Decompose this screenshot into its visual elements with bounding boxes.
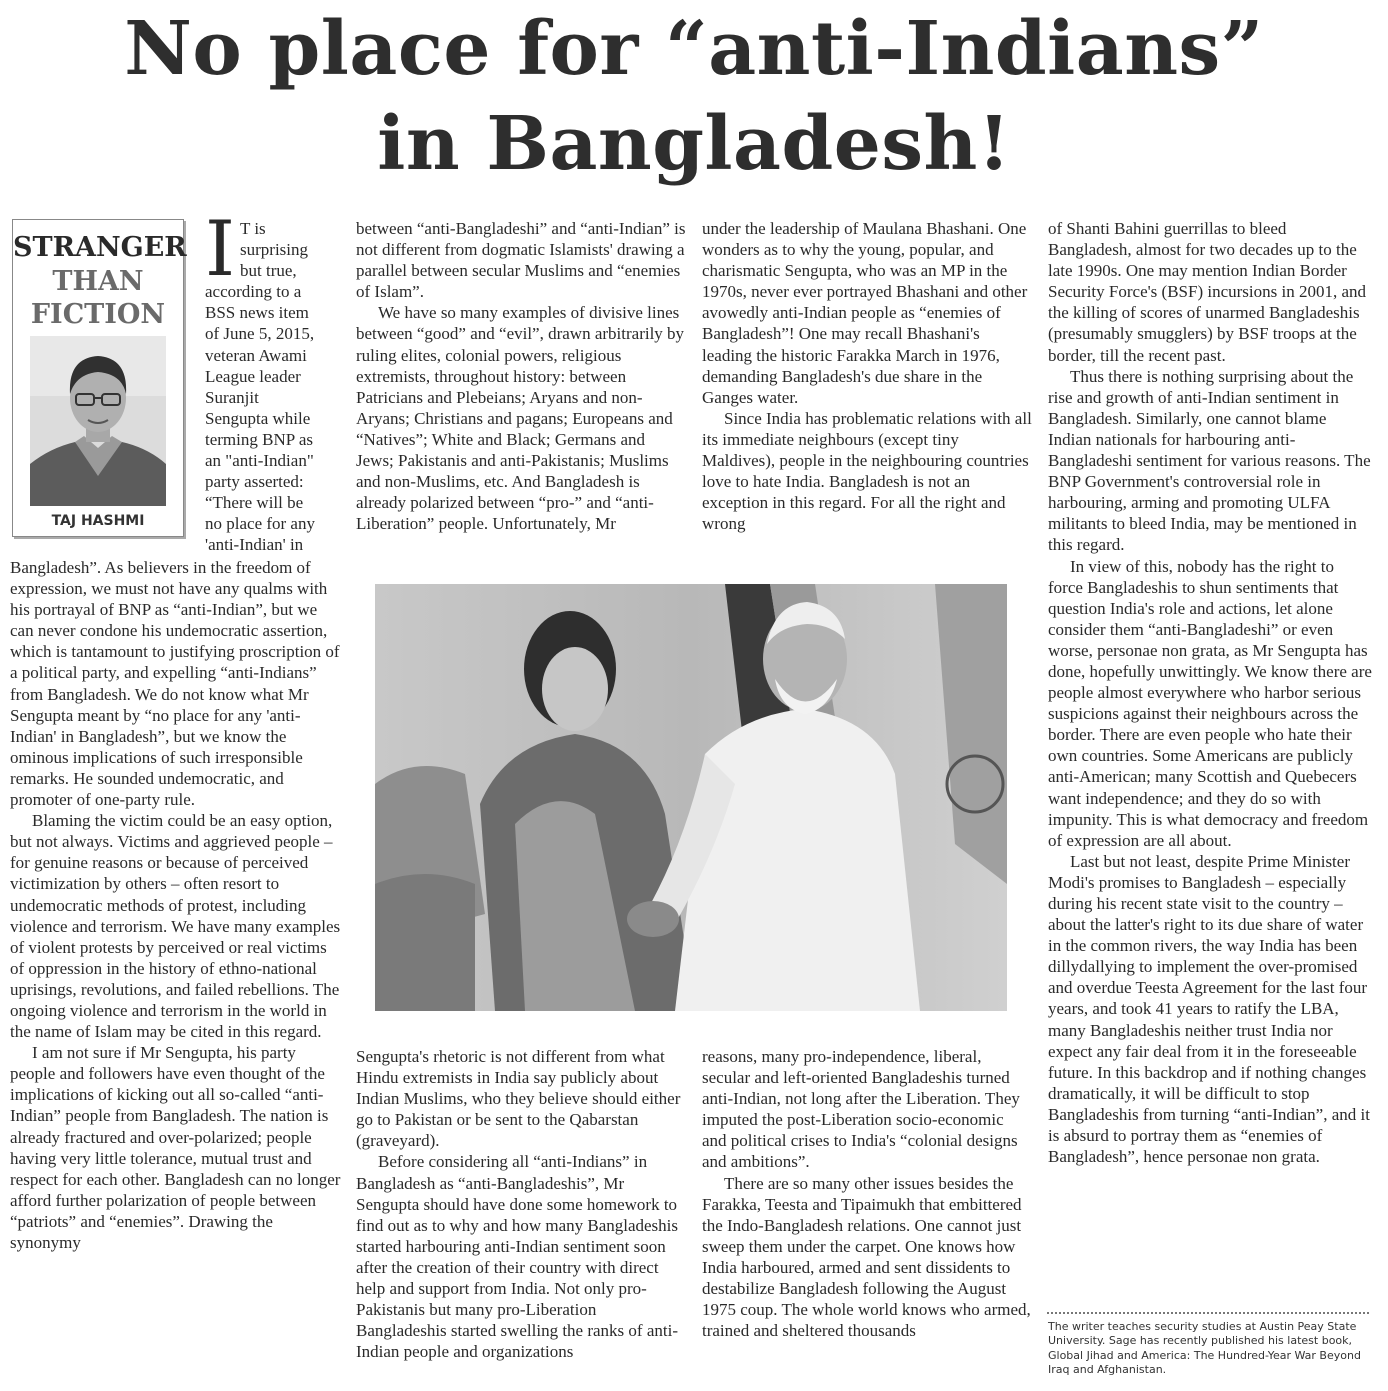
intro-line: T is bbox=[240, 219, 266, 238]
intro-line: of June 5, 2015, bbox=[205, 324, 315, 344]
paragraph: Bangladesh”. As believers in the freedom of expression, we must not have any qualms with his portrayal of BNP as “anti-Indian”, but we can never condone his undemocratic assertion, which is tantamount to justifying proscription of a political party, and expelling “anti-Indians” from Bangladesh. We do not know what Mr Sengupta meant by “no place for any 'anti-Indian' in Bangladesh”, but we know the ominous implications of such irresponsible remarks. He sounded undemocratic, and promoter of one-party rule. bbox=[10, 558, 340, 810]
intro-line: 'anti-Indian' in bbox=[205, 535, 304, 555]
intro-line: BSS news item bbox=[205, 303, 309, 323]
paragraph: Before considering all “anti-Indians” in Bangladesh as “anti-Bangladeshis”, Mr Sengupta should have done some homework to find out as to why and how many Bangladeshis started harbouring anti-Indian sentiment soon after the creation of their country with direct help and support from India. Not only pro-Pakistanis but many pro-Liberation Bangladeshis started swelling the ranks of anti-Indian people and organizations bbox=[356, 1152, 679, 1362]
paragraph: We have so many examples of divisive lines between “good” and “evil”, drawn arbitrarily by ruling elites, colonial powers, religious extremists, throughout history: between Patricians and Plebeians; Aryans and non-Aryans; Christians and pagans; Europeans and “Natives”; White and Black; Germans and Jews; Pakistanis and anti-Pakistanis; Muslims and non-Muslims, etc. And Bangladesh is already polarized between “pro-” and “anti-Liberation” people. Unfortunately, Mr bbox=[356, 303, 685, 534]
paragraph: between “anti-Bangladeshi” and “anti-Indian” is not different from dogmatic Islamists' drawing a parallel between secular Muslims and “enemies of Islam”. bbox=[356, 219, 686, 302]
intro-line: party asserted: bbox=[205, 472, 304, 492]
column-label-than: THAN bbox=[52, 266, 144, 297]
drop-cap: I bbox=[205, 204, 236, 293]
author-portrait bbox=[30, 336, 166, 506]
article-column-2-bottom bbox=[356, 1046, 686, 1362]
intro-line: “There will be bbox=[205, 493, 304, 513]
column-label-stranger: STRANGER bbox=[13, 232, 187, 263]
footnote-divider bbox=[1047, 1312, 1369, 1314]
author-name: TAJ HASHMI bbox=[51, 513, 145, 529]
intro-line: Sengupta while bbox=[205, 408, 311, 428]
intro-line: according to a bbox=[205, 282, 302, 302]
intro-line: but true, bbox=[240, 261, 297, 281]
author-footnote: The writer teaches security studies at Austin Peay State University. Sage has recently published his latest book, Global Jihad and America: The Hundred-Year War Beyond Iraq and Afghanistan. bbox=[1048, 1320, 1361, 1376]
paragraph: In view of this, nobody has the right to force Bangladeshis to shun sentiments that question India's role and actions, let alone consider them “anti-Bangladeshi” or even worse, personae non grata, as Mr Sengupta has done, hopefully unwittingly. We know there are people almost everywhere who harbor serious suspicions against their neighbours across the border. There are even people who hate their own countries. Some Americans are publicly anti-American; many Scottish and Quebecers want independence; and they do so with impunity. This is what democracy and freedom of expression are all about. bbox=[1048, 556, 1372, 850]
paragraph: There are so many other issues besides the Farakka, Teesta and Tipaimukh that embittered the Indo-Bangladesh relations. One cannot just sweep them under the carpet. One knows how India harboured, armed and sent dissidents to destabilize Bangladesh following the August 1975 coup. The whole world knows who armed, trained and sheltered thousands bbox=[702, 1173, 1031, 1341]
article-column-4 bbox=[1048, 218, 1372, 1167]
news-photo bbox=[375, 584, 1007, 1011]
intro-line: Suranjit bbox=[205, 387, 259, 407]
columnist-box bbox=[12, 219, 187, 537]
paragraph: of Shanti Bahini guerrillas to bleed Bangladesh, almost for two decades up to the late 1990s. One may mention Indian Border Security Force's (BSF) incursions in 2001, and the killing of scores of unarmed Bangladeshis (presumably smugglers) by BSF troops at the border, till the recent past. bbox=[1048, 219, 1367, 365]
intro-line: League leader bbox=[205, 366, 301, 386]
intro-column bbox=[205, 204, 345, 556]
intro-line: terming BNP as bbox=[205, 429, 313, 449]
article-column-2-top bbox=[356, 218, 686, 534]
headline-line-2: in Bangladesh! bbox=[377, 101, 1011, 187]
paragraph: I am not sure if Mr Sengupta, his party people and followers have even thought of the implications of kicking out all so-called “anti-Indian” people from Bangladesh. The nation is already fractured and over-polarized; people having very little tolerance, mutual trust and respect for each other. Bangladesh can no longer afford further polarization of people between “patriots” and “enemies”. Drawing the synonymy bbox=[10, 1043, 341, 1252]
paragraph: under the leadership of Maulana Bhashani. One wonders as to why the young, popular, and charismatic Sengupta, who was an MP in the 1970s, never ever portrayed Bhashani and other avowedly anti-Indian people as “enemies of Bangladesh”! One may recall Bhashani's leading the historic Farakka March in 1976, demanding Bangladesh's due share in the Ganges water. bbox=[702, 219, 1028, 407]
column-label-fiction: FICTION bbox=[30, 299, 166, 330]
article-column-1 bbox=[10, 557, 342, 1253]
paragraph: Last but not least, despite Prime Minister Modi's promises to Bangladesh – especially during his recent state visit to the country – about the latter's right to its due share of water in the common rivers, the way India has been dillydallying to implement the over-promised and overdue Teesta Agreement for the last four years, and took 41 years to ratify the LBA, many Bangladeshis neither trust India nor expect any fair deal from it in the foreseeable future. In this backdrop and if nothing changes dramatically, it will be difficult to stop Bangladeshis from turning “anti-Indian”, and it is absurd to portray them as “enemies of Bangladesh”, hence personae non grata. bbox=[1048, 851, 1370, 1167]
headline bbox=[0, 2, 1388, 192]
paragraph: Sengupta's rhetoric is not different from what Hindu extremists in India say publicly about Indian Muslims, who they believe should either go to Pakistan or be sent to the Qabarstan (graveyard). bbox=[356, 1047, 681, 1151]
article-column-3-top bbox=[702, 218, 1032, 534]
paragraph: Thus there is nothing surprising about the rise and growth of anti-Indian sentiment in Bangladesh. Similarly, one cannot blame Indian nationals for harbouring anti-Bangladeshi sentiment for various reasons. The BNP Government's controversial role in harbouring, arming and promoting ULFA militants to bleed India, may be mentioned in this regard. bbox=[1048, 366, 1371, 555]
intro-line: no place for any bbox=[205, 514, 315, 534]
intro-line: surprising bbox=[240, 240, 308, 260]
article-column-3-bottom bbox=[702, 1046, 1032, 1341]
paragraph: Since India has problematic relations with all its immediate neighbours (except tiny Maldives), people in the neighbouring countries love to hate India. Bangladesh is not an exception in this regard. For all the right and wrong bbox=[702, 408, 1032, 534]
paragraph: Blaming the victim could be an easy option, but not always. Victims and aggrieved people – for genuine reasons or because of perceived victimization by others – often resort to undemocratic methods of protest, including violence and terrorism. We have many examples of violent protests by perceived or real victims of oppression in the history of ethno-national uprisings, revolutions, and failed rebellions. The ongoing violence and terrorism in the world in the name of Islam may be cited in this regard. bbox=[10, 811, 341, 1042]
intro-line: an "anti-Indian" bbox=[205, 451, 314, 471]
intro-line: veteran Awami bbox=[205, 345, 307, 365]
paragraph: reasons, many pro-independence, liberal, secular and left-oriented Bangladeshis turned anti-Indian, not long after the Liberation. They imputed the post-Liberation socio-economic and political crises to India's “colonial designs and ambitions”. bbox=[702, 1047, 1020, 1172]
headline-line-1: No place for “anti-Indians” bbox=[124, 6, 1264, 92]
